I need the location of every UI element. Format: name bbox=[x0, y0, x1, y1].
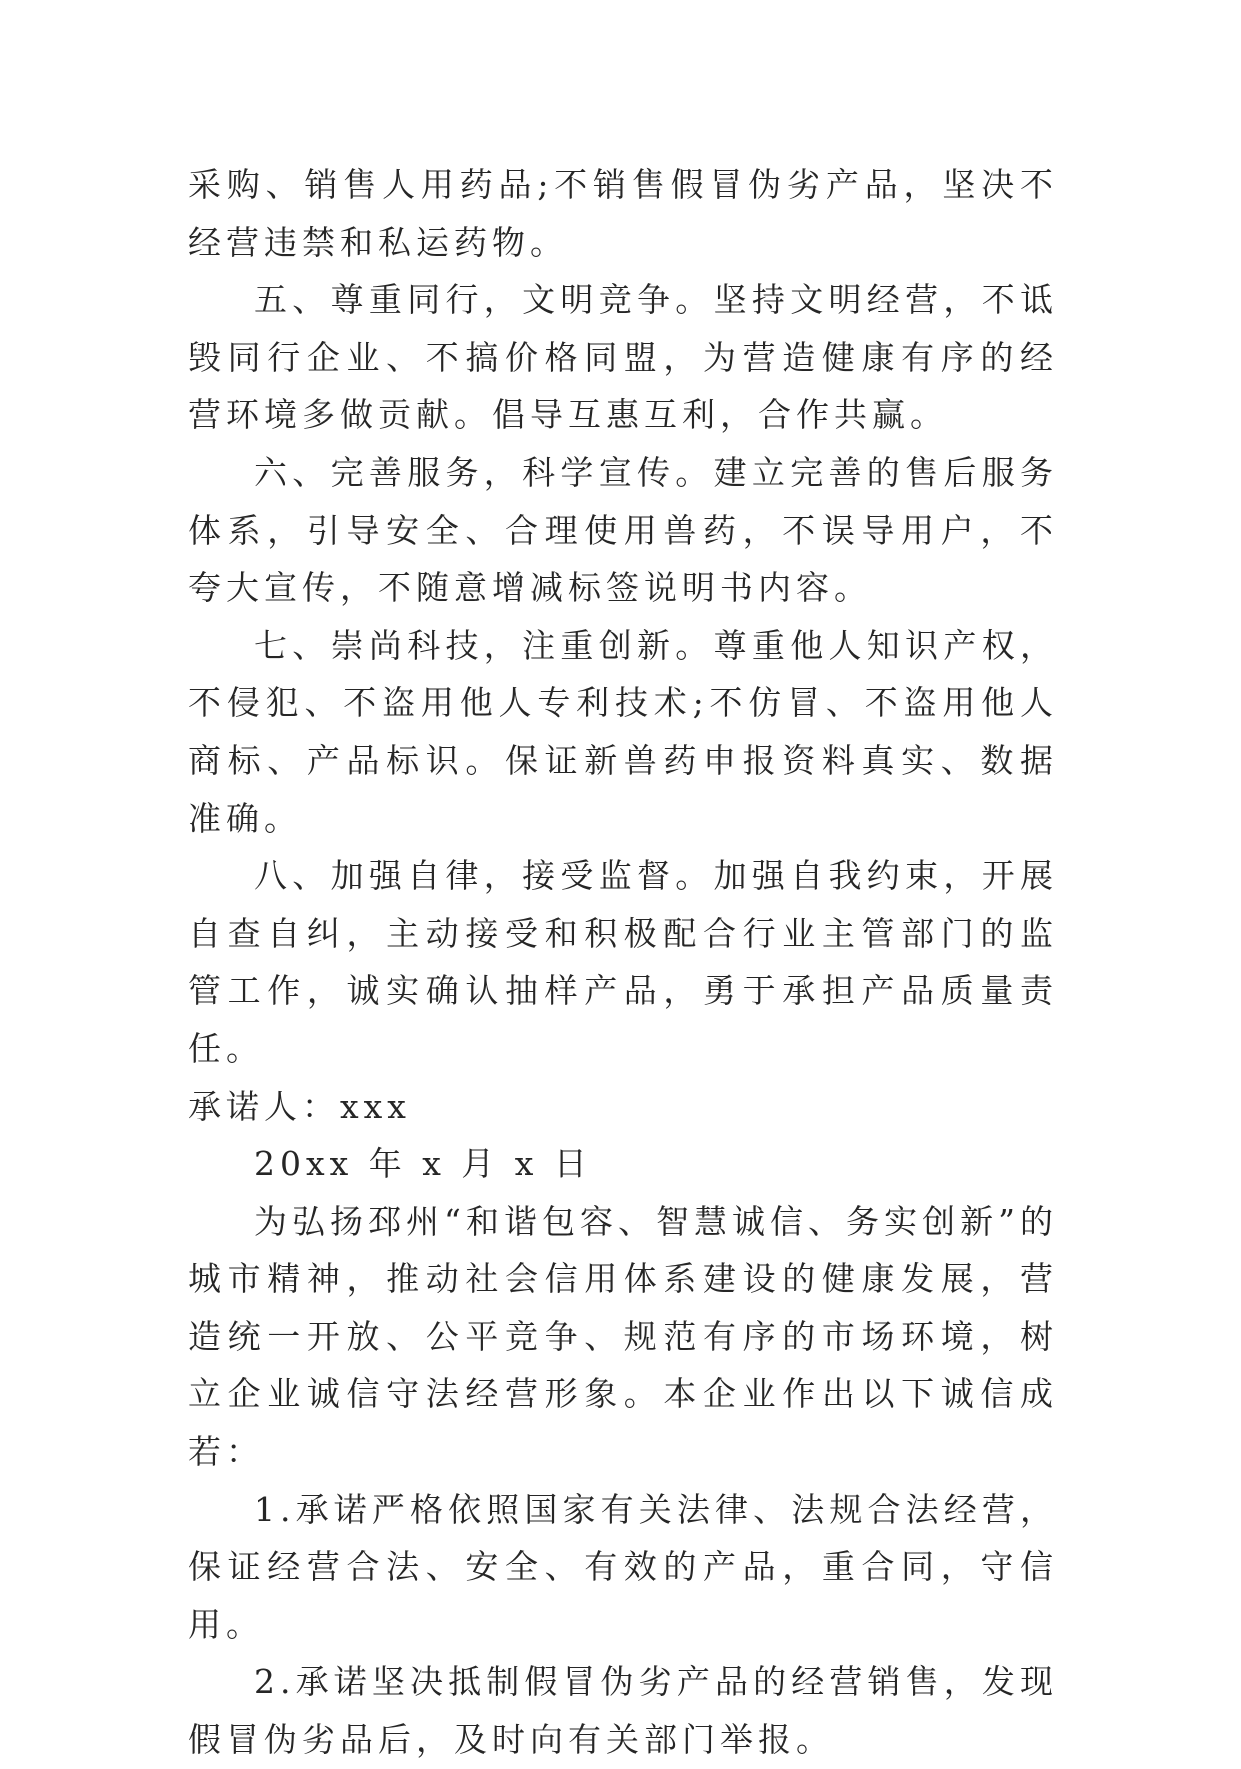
paragraph-intro: 为弘扬邳州“和谐包容、智慧诚信、务实创新”的城市精神，推动社会信用体系建设的健康发展，营造统一开放、公平竞争、规范有序的市场环境，树立企业诚信守法经营形象。本企业作出以下诚信成若： bbox=[188, 1201, 1058, 1472]
paragraph-continuation: 采购、销售人用药品;不销售假冒伪劣产品，坚决不经营违禁和私运药物。 bbox=[188, 165, 1058, 262]
paragraph-item-5: 五、尊重同行，文明竞争。坚持文明经营，不诋毁同行企业、不搞价格同盟，为营造健康有序的经营环境多做贡献。倡导互惠互利，合作共赢。 bbox=[188, 280, 1058, 435]
signatory-line: 承诺人：xxx bbox=[188, 1086, 411, 1126]
paragraph-item-6: 六、完善服务，科学宣传。建立完善的售后服务体系，引导安全、合理使用兽药，不误导用户，不夸大宣传，不随意增减标签说明书内容。 bbox=[188, 452, 1058, 608]
date-line: 20xx 年 x 月 x 日 bbox=[254, 1144, 592, 1184]
paragraph-pledge-1: 1.承诺严格依照国家有关法律、法规合法经营，保证经营合法、安全、有效的产品，重合同，守信用。 bbox=[188, 1489, 1058, 1644]
paragraph-item-8: 八、加强自律，接受监督。加强自我约束，开展自查自纠，主动接受和积极配合行业主管部门的监管工作，诚实确认抽样产品，勇于承担产品质量责任。 bbox=[188, 856, 1058, 1068]
paragraph-pledge-2: 2.承诺坚决抵制假冒伪劣产品的经营销售，发现假冒伪劣品后，及时向有关部门举报。 bbox=[188, 1662, 1058, 1760]
document-body bbox=[188, 156, 1058, 1769]
paragraph-item-7: 七、崇尚科技，注重创新。尊重他人知识产权，不侵犯、不盗用他人专利技术;不仿冒、不盗用他人商标、产品标识。保证新兽药申报资料真实、数据准确。 bbox=[188, 625, 1058, 838]
